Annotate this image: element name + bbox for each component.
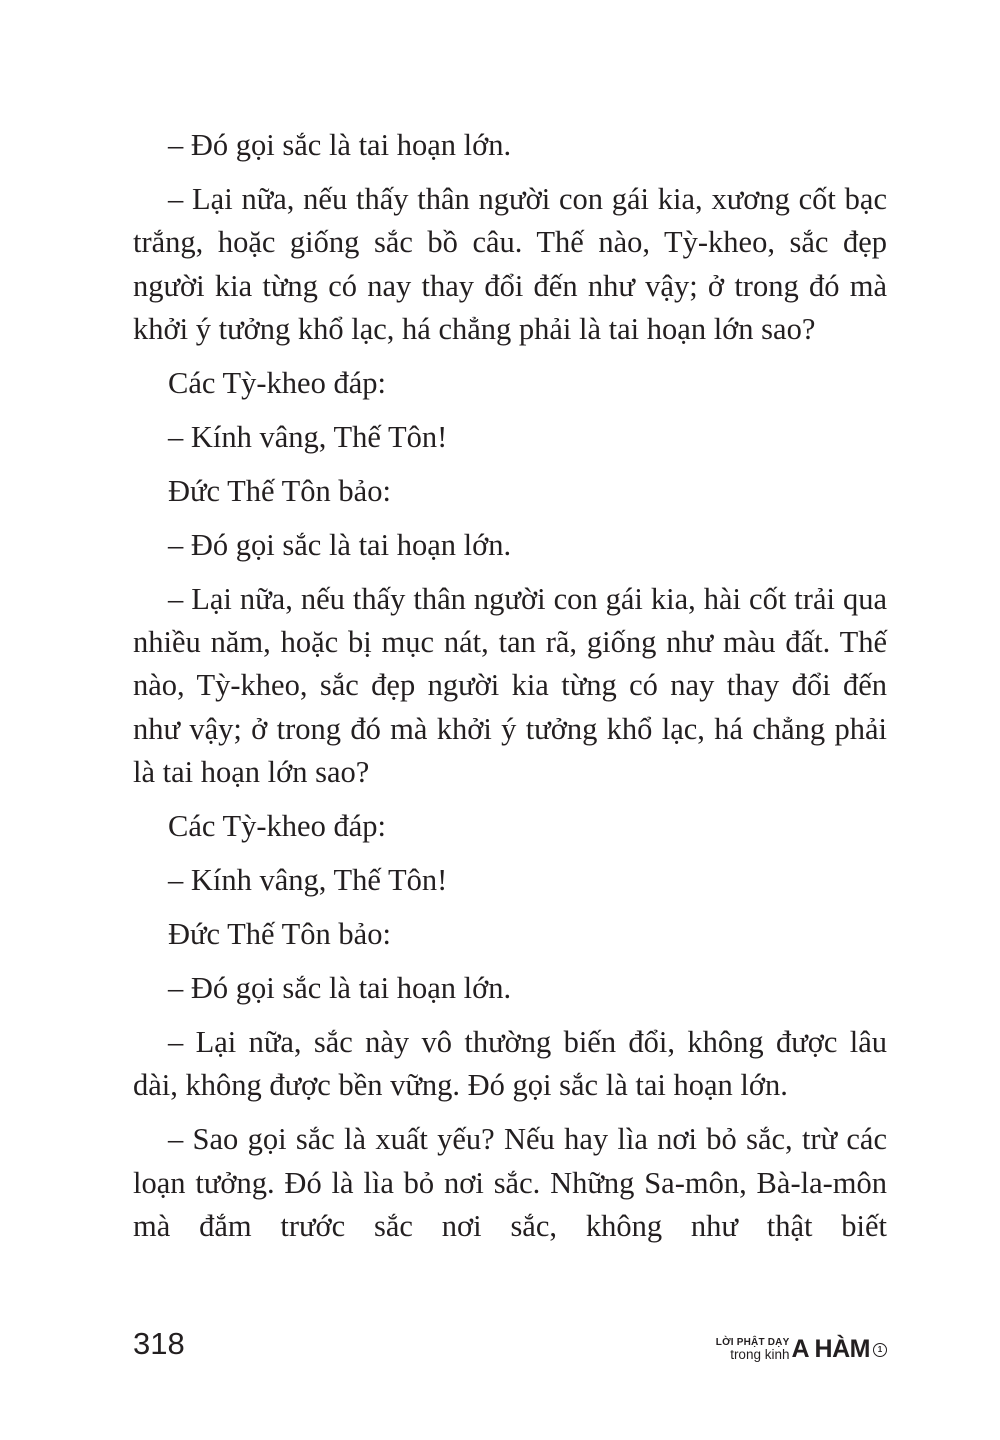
paragraph: – Đó gọi sắc là tai hoạn lớn. [168,970,512,1005]
page-footer [133,1322,887,1372]
paragraph: – Lại nữa, nếu thấy thân người con gái kia, hài cốt trải qua nhiều năm, hoặc bị mục nát, tan rã, giống như màu đất. Thế nào, Tỳ-kheo, sắc đẹp người kia từng có nay thay đổi đến như vậy; ở trong đó mà khởi ý tưởng khổ lạc, há chẳng phải là tai hoạn lớn sao? [133,581,887,790]
paragraph: – Đó gọi sắc là tai hoạn lớn. [168,128,512,162]
paragraph: – Kính vâng, Thế Tôn! [168,863,448,898]
paragraph: – Sao gọi sắc là xuất yếu? Nếu hay lìa nơi bỏ sắc, trừ các loạn tưởng. Đó là lìa bỏ nơi sắc. Những Sa-môn, Bà-la-môn mà đắm trước sắc nơi sắc, không như thật biết [133,1122,887,1243]
paragraph: Các Tỳ-kheo đáp: [168,366,386,401]
logo-line-2: trong kinh [730,1347,790,1362]
page-body [133,124,887,1259]
page-number: 318 [133,1326,185,1361]
logo-subtitle [716,1337,790,1362]
paragraph: – Kính vâng, Thế Tôn! [168,419,448,454]
paragraph: Các Tỳ-kheo đáp: [168,809,386,844]
paragraph: Đức Thế Tôn bảo: [168,473,391,508]
paragraph: – Lại nữa, nếu thấy thân người con gái kia, xương cốt bạc trắng, hoặc giống sắc bồ câu. Thế nào, Tỳ-kheo, sắc đẹp người kia từng có nay thay đổi đến như vậy; ở trong đó mà khởi ý tưởng khổ lạc, há chẳng phải là tai hoạn lớn sao? [133,181,887,347]
book-series-logo [716,1332,887,1362]
logo-line-1: LỜI PHẬT DẠY [715,1337,790,1348]
paragraph: – Lại nữa, sắc này vô thường biến đổi, không được lâu dài, không được bền vững. Đó gọi sắc là tai hoạn lớn. [133,1024,887,1103]
volume-badge: 1 [873,1343,887,1357]
logo-title: A HÀM [791,1335,870,1363]
paragraph: – Đó gọi sắc là tai hoạn lớn. [168,527,512,562]
paragraph: Đức Thế Tôn bảo: [168,917,391,951]
